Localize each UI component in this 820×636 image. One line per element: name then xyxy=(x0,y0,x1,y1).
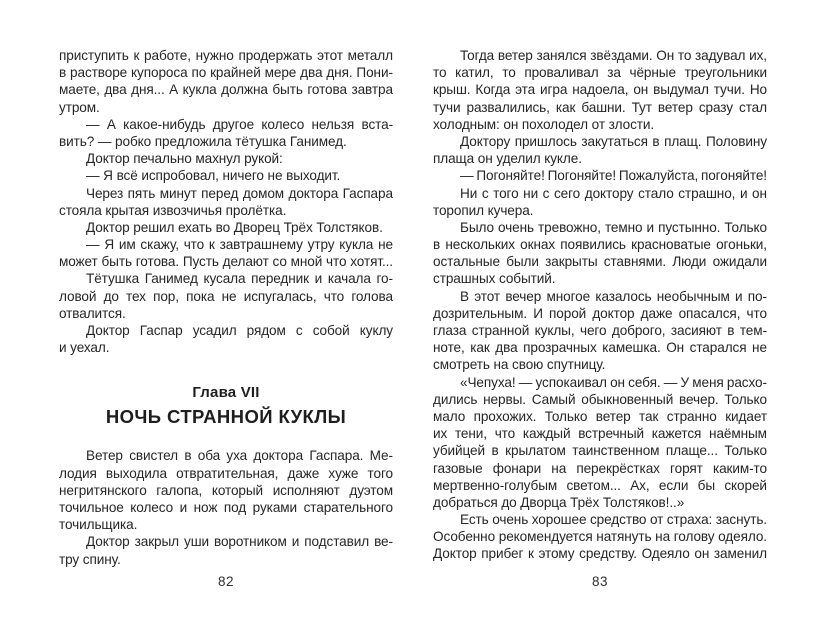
page-body xyxy=(59,0,393,568)
text-line: — Я им скажу, что к завтрашнему утру кукла не xyxy=(86,237,393,253)
text-line: Через пять минут перед домом доктора Гаспара xyxy=(86,185,393,201)
text-line: — Я всё испробовал, ничего не выходит. xyxy=(86,168,341,184)
page-body xyxy=(433,0,767,563)
text-line: вить? — робко предложила тётушка Ганимед. xyxy=(59,133,347,149)
text-line: приступить к работе, нужно продержать этот металл xyxy=(59,48,393,63)
chapter-title: НОЧЬ СТРАННОЙ КУКЛЫ xyxy=(105,406,347,428)
text-line: смотреть на свою спутницу. xyxy=(433,357,606,373)
text-line: Доктор Гаспар усадил рядом с собой куклу xyxy=(86,323,393,338)
text-line: «Чепуха! — успокаивал он себя. — У меня расхо- xyxy=(460,374,767,390)
page-number: 82 xyxy=(217,574,235,589)
text-line: дились нервы. Самый обыкновенный вечер. Только xyxy=(433,391,767,407)
paragraph xyxy=(433,185,767,219)
text-line: плаща он уделил кукле. xyxy=(433,151,582,167)
text-line: В этот вечер многое казалось необычным и по- xyxy=(460,288,767,304)
text-line: остальные были закрыты ставнями. Люди ожидали xyxy=(433,254,767,270)
paragraph xyxy=(433,167,767,184)
text-line: — А какое-нибудь другое колесо нельзя вста- xyxy=(86,116,393,132)
text-line: торопил кучера. xyxy=(433,202,534,218)
text-line: ноте, как два прозрачных камешка. Он старался не xyxy=(433,340,767,356)
text-line: утром. xyxy=(59,99,100,115)
paragraph xyxy=(59,236,393,270)
text-line: Доктор печально махнул рукой: xyxy=(86,151,283,167)
text-line: маете, два дня... А кукла должна быть готова завтра xyxy=(59,82,393,98)
text-line: то катил, то проваливал за чёрные треугольники xyxy=(433,65,767,81)
paragraph xyxy=(59,47,393,116)
text-line: Было очень тревожно, темно и пустынно. Только xyxy=(460,219,767,235)
text-line: в растворе купороса по крайней мере два дня. Пони- xyxy=(59,65,393,81)
text-line: мертвенно-голубым светом... Ах, если бы скорей xyxy=(433,477,767,493)
paragraph xyxy=(59,322,393,356)
text-line: Доктор прибег к этому средству. Одеяло он заменил xyxy=(433,546,767,562)
page-number: 83 xyxy=(591,574,609,589)
paragraph xyxy=(59,185,393,219)
paragraph xyxy=(433,374,767,512)
paragraph xyxy=(59,116,393,150)
text-line: добраться до Дворца Трёх Толстяков!..» xyxy=(433,494,685,510)
paragraph xyxy=(433,219,767,288)
text-line: может быть готова. Пусть делают со мной что хотят... xyxy=(59,254,393,270)
paragraph xyxy=(59,270,393,322)
text-line: точильщика. xyxy=(59,517,138,533)
text-line: Особенно рекомендуется натянуть на голову одеяло. xyxy=(433,529,767,545)
text-line: и уехал. xyxy=(59,340,110,356)
book-page-right xyxy=(433,0,767,636)
text-line: Тогда ветер занялся звёздами. Он то задувал их, xyxy=(460,48,767,63)
text-line: убийцей в крылатом таинственном плаще... Только xyxy=(433,443,767,459)
text-line: тучи развалились, как башни. Тут ветер сразу стал xyxy=(433,99,767,115)
text-line: стояла крытая извозчичья пролётка. xyxy=(59,202,287,218)
text-line: дозрительным. И порой доктор даже опасался, что xyxy=(433,305,767,321)
paragraph xyxy=(433,47,767,133)
text-line: газовые фонари на перекрёстках горят каким-то xyxy=(433,460,767,476)
paragraph xyxy=(433,288,767,374)
text-line: Есть очень хорошее средство от страха: заснуть. xyxy=(460,512,767,528)
text-line: точильное колесо и нож под руками старательного xyxy=(59,499,393,515)
paragraph xyxy=(433,511,767,563)
text-line: Доктор решил ехать во Дворец Трёх Толстяков. xyxy=(86,219,383,235)
paragraph xyxy=(59,167,393,184)
text-line: крыш. Когда эта игра надоела, он выдумал тучи. Но xyxy=(433,82,767,98)
book-page-left xyxy=(59,0,393,636)
text-line: Доктор закрыл уши воротником и подставил ве- xyxy=(86,534,393,550)
paragraph xyxy=(59,533,393,567)
text-line: Тётушка Ганимед кусала передник и качала го- xyxy=(86,271,393,287)
text-line: Доктору пришлось закутаться в плащ. Половину xyxy=(460,133,767,149)
paragraph xyxy=(59,150,393,167)
text-line: лодия выходила отвратительная, даже хуже того xyxy=(59,465,393,481)
text-line: их тени, что каждый встречный кажется наёмным xyxy=(433,426,767,442)
text-line: мало прохожих. Только ветер так странно кидает xyxy=(433,408,767,424)
text-line: в нескольких окнах появились красноватые огоньки, xyxy=(433,237,767,253)
text-line: отвалится. xyxy=(59,305,126,321)
paragraph xyxy=(59,447,393,533)
text-line: негритянского галопа, который исполняют дуэтом xyxy=(59,482,393,498)
text-line: тру спину. xyxy=(59,551,121,567)
text-line: глаза странной куклы, чего доброго, засияют в тем- xyxy=(433,323,767,338)
text-line: Ветер свистел в оба уха доктора Гаспара. Ме- xyxy=(86,448,393,464)
chapter-heading xyxy=(59,382,393,430)
text-line: страшных событий. xyxy=(433,271,556,287)
chapter-number: Глава VII xyxy=(192,384,260,402)
paragraph xyxy=(59,219,393,236)
text-line: — Погоняйте! Погоняйте! Пожалуйста, погоняйте! xyxy=(460,168,767,184)
text-line: ловой до тех пор, пока не испугалась, что голова xyxy=(59,288,393,304)
paragraph xyxy=(433,133,767,167)
text-line: холодным: он похолодел от злости. xyxy=(433,116,655,132)
text-line: Ни с того ни с сего доктору стало страшно, и он xyxy=(460,185,767,201)
